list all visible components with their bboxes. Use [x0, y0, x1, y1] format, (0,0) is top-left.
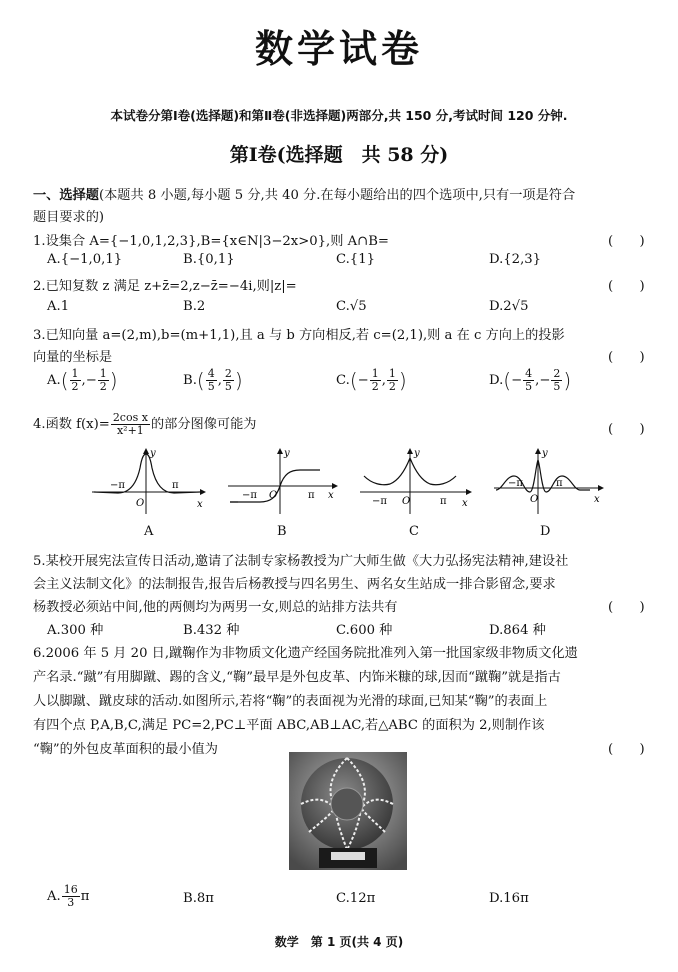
q6-option-a: A. $\frac{16}{3}$ π — [47, 883, 90, 909]
q5-option-d: D.864 种 — [489, 623, 546, 638]
graph-a-label: A — [144, 524, 154, 539]
part-description: (本题共 8 小题,每小题 5 分,共 40 分.在每小题给出的四个选项中,只有一项是符合 — [98, 188, 576, 203]
svg-text:y: y — [542, 448, 548, 459]
cuju-ball-photo — [289, 752, 407, 870]
q5-stem: 5.某校开展宪法宣传日活动,邀请了法制专家杨教授为广大师生做《大力弘扬宪法精神,建设社 — [33, 554, 569, 569]
q1-answer-paren: ( ) — [608, 234, 645, 249]
q6-option-b: B.8π — [183, 891, 214, 906]
graph-a — [88, 446, 210, 516]
fraction: $\frac{1}{2}$ — [388, 367, 396, 393]
q5-option-b: B.432 种 — [183, 623, 240, 638]
fraction: $\frac{1}{2}$ — [99, 367, 107, 393]
page-footer: 数学 第 1 页(共 4 页) — [274, 935, 404, 949]
svg-text:x: x — [328, 490, 334, 501]
graph-c-label: C — [409, 524, 419, 539]
q5-answer-paren: ( ) — [608, 600, 645, 615]
graph-b — [224, 446, 346, 516]
fraction: $\frac{4}{5}$ — [525, 367, 533, 393]
svg-text:−π: −π — [110, 480, 125, 491]
svg-text:−π: −π — [508, 478, 523, 489]
svg-text:y: y — [284, 448, 290, 459]
section-title: 第Ⅰ卷(选择题 共 58 分) — [229, 144, 449, 166]
q2-option-a: A.1 — [47, 299, 70, 314]
part-heading-line — [33, 184, 575, 203]
svg-text:π: π — [556, 478, 563, 489]
fraction: $\frac{4}{5}$ — [207, 367, 215, 393]
svg-text:−π: −π — [242, 490, 257, 501]
fraction: $\frac{16}{3}$ — [63, 883, 78, 909]
q3-option-a: A.( $\frac{1}{2}$ ,− $\frac{1}{2}$ ) — [47, 367, 118, 393]
svg-text:O: O — [136, 498, 145, 509]
exam-intro: 本试卷分第Ⅰ卷(选择题)和第Ⅱ卷(非选择题)两部分,共 150 分,考试时间 120 分钟. — [110, 108, 568, 123]
part-description-cont: 题目要求的) — [33, 210, 105, 225]
q2-answer-paren: ( ) — [608, 279, 645, 294]
q6-option-d: D.16π — [489, 891, 529, 906]
svg-text:π: π — [172, 480, 179, 491]
page-title: 数学试卷 — [254, 27, 423, 71]
svg-text:x: x — [197, 499, 203, 510]
q5-stem-cont-2: 杨教授必须站中间,他的两侧均为两男一女,则总的站排方法共有 — [33, 600, 398, 615]
svg-text:π: π — [308, 490, 315, 501]
q1-option-c: C.{1} — [336, 252, 375, 267]
q2-option-c: C.√5 — [336, 299, 367, 314]
q6-stem-cont-4: “鞠”的外包皮革面积的最小值为 — [33, 742, 218, 757]
q6-stem: 6.2006 年 5 月 20 日,蹴鞠作为非物质文化遗产经国务院批准列入第一批国家级非物质文化遗 — [33, 646, 578, 661]
graph-d-label: D — [540, 524, 551, 539]
svg-text:x: x — [462, 498, 468, 509]
q2-option-d: D.2√5 — [489, 299, 529, 314]
q1-option-d: D.{2,3} — [489, 252, 542, 267]
q6-stem-cont-2: 人以脚蹴、蹴皮球的活动.如图所示,若将“鞠”的表面视为光滑的球面,已知某“鞠”的表面上 — [33, 694, 548, 709]
q5-option-a: A.300 种 — [47, 623, 104, 638]
svg-text:−π: −π — [372, 496, 387, 507]
fraction: $\frac{1}{2}$ — [71, 367, 79, 393]
q1-option-b: B.{0,1} — [183, 252, 235, 267]
q2-option-b: B.2 — [183, 299, 206, 314]
svg-text:x: x — [594, 494, 600, 505]
q3-option-d: D.(− $\frac{4}{5}$ ,− $\frac{2}{5}$ ) — [489, 367, 572, 393]
graph-d — [490, 446, 612, 516]
svg-text:π: π — [440, 496, 447, 507]
q3-option-b: B.( $\frac{4}{5}$ , $\frac{2}{5}$ ) — [183, 367, 243, 393]
q6-stem-cont-3: 有四个点 P,A,B,C,满足 PC=2,PC⊥平面 ABC,AB⊥AC,若△ABC 的面积为 2,则制作该 — [33, 718, 545, 733]
q6-option-c: C.12π — [336, 891, 376, 906]
fraction: $\frac{2}{5}$ — [553, 367, 561, 393]
q2-stem: 2.已知复数 z 满足 z+z̄=2,z−z̄=−4i,则|z|= — [33, 279, 297, 294]
q4-answer-paren: ( ) — [608, 422, 645, 437]
q3-option-c: C.(− $\frac{1}{2}$ , $\frac{1}{2}$ ) — [336, 367, 407, 393]
function-fraction: $\frac{\text{2cos x}}{\text{x²+1}}$ — [112, 411, 148, 437]
svg-text:O: O — [269, 490, 278, 501]
q1-stem: 1.设集合 A={−1,0,1,2,3},B={x∈N|3−2x>0},则 A∩B= — [33, 234, 389, 249]
q3-answer-paren: ( ) — [608, 350, 645, 365]
svg-text:y: y — [414, 448, 420, 459]
q3-stem: 3.已知向量 a=(2,m),b=(m+1,1),且 a 与 b 方向相反,若 c=(2,1),则 a 在 c 方向上的投影 — [33, 328, 565, 343]
svg-text:O: O — [402, 496, 411, 507]
q5-option-c: C.600 种 — [336, 623, 393, 638]
q5-stem-cont-1: 会主义法制文化》的法制报告,报告后杨教授与四名男生、两名女生站成一排合影留念,要求 — [33, 577, 556, 592]
fraction: $\frac{2}{5}$ — [224, 367, 232, 393]
q1-option-a: A.{−1,0,1} — [47, 252, 123, 267]
q6-answer-paren: ( ) — [608, 742, 645, 757]
q6-stem-cont-1: 产名录.“蹴”有用脚蹴、踢的含义,“鞠”最早是外包皮革、内饰米糠的球,因而“蹴鞠”就是指古 — [33, 670, 561, 685]
svg-text:O: O — [530, 494, 539, 505]
part-heading: 一、选择题 — [33, 188, 99, 203]
q3-stem-cont: 向量的坐标是 — [33, 350, 113, 365]
svg-text:y: y — [150, 448, 156, 459]
graph-c — [356, 446, 478, 516]
q4-stem: 4.函数 f(x)= $\frac{\text{2cos x}}{\text{x²+1}}$ 的部分图像可能为 — [33, 411, 257, 437]
graph-b-label: B — [277, 524, 287, 539]
fraction: $\frac{1}{2}$ — [371, 367, 379, 393]
